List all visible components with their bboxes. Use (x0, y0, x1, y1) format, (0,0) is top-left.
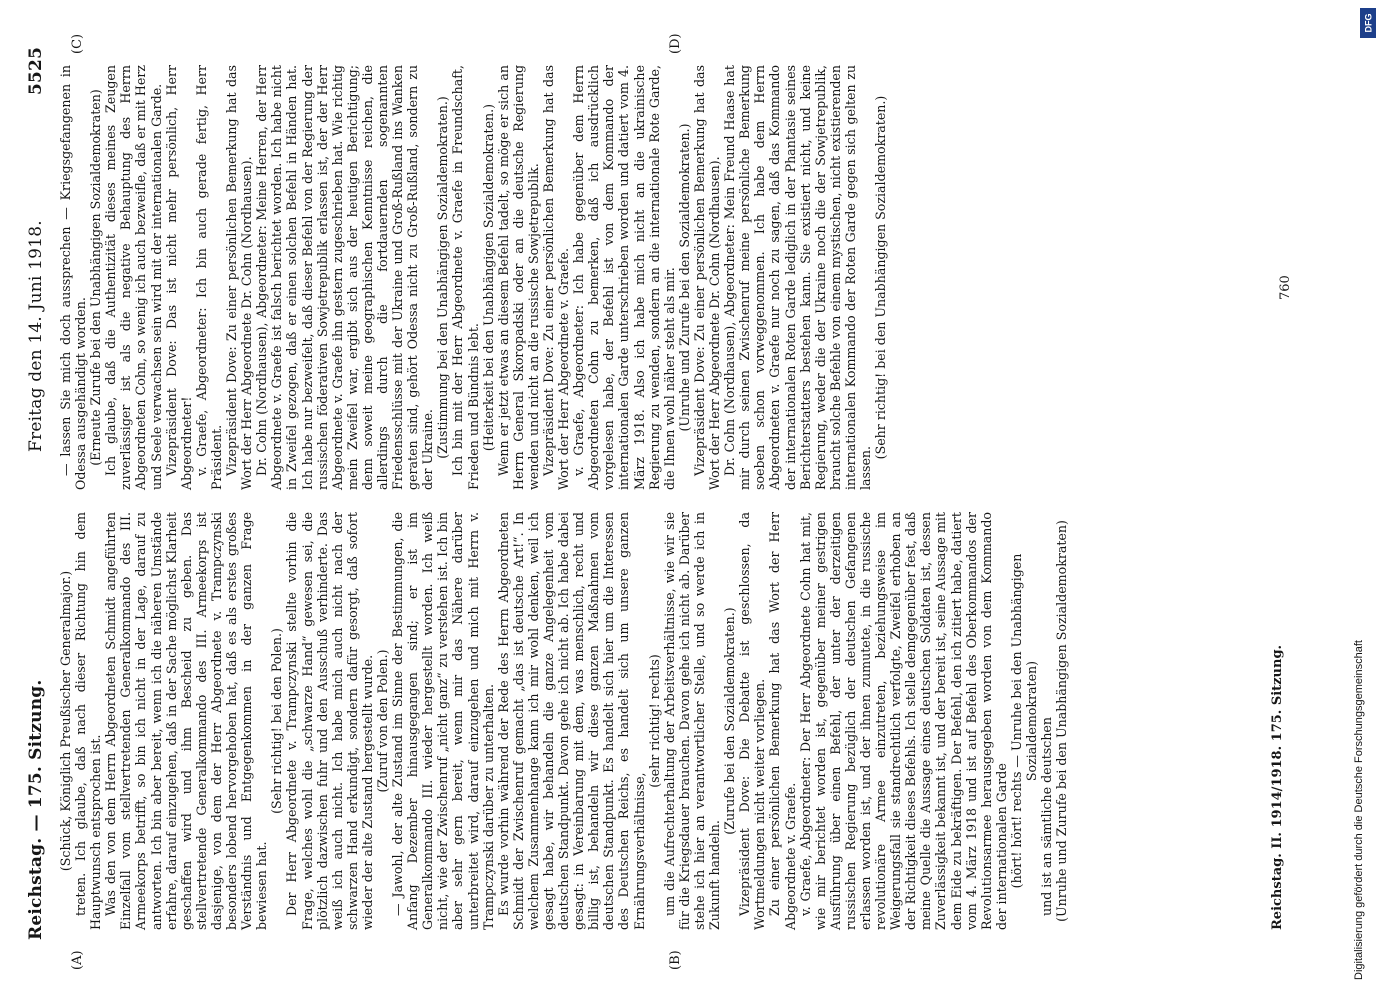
header-left: Reichstag. — 175. Sitzung. (26, 679, 46, 940)
paragraph: Vizepräsident Dove: Zu einer persönlichen Bemerkung hat das Wort der Herr Abgeordnete Dr. Cohn (Nordhausen). (224, 65, 255, 490)
footer-left: Reichstag. II. 1914/1918. 175. Sitzung. (1270, 644, 1285, 930)
interjection: (Zuruf von den Polen.) (374, 649, 390, 793)
paragraph: v. Graefe, Abgeordneter: Ich habe gegenüber dem Herrn Abgeordneten Cohn zu bemerken, daß ich ausdrücklich vorgelesen habe, der Befehl ist von dem Kommando der internationalen Garde unterschrieben worden und datiert vom 4. März 1918. Also ich habe mich nicht an die ukrainische Regierung zu wenden, sondern an die internationale Rote Garde, die Ihnen wohl näher steht als mir. (571, 65, 677, 490)
paragraph: (Schück, Königlich Preußischer Generalmajor.) (58, 570, 73, 872)
interjection: (Unruhe und Zurufe bei den Unabhängigen Sozialdemokraten) (1054, 520, 1070, 922)
footer-page-number: 760 (1278, 275, 1293, 300)
paragraph: Dr. Cohn (Nordhausen), Abgeordneter: Mein Freund Haase hat mir durch seinen Zwischenruf meine persönliche Bemerkung soeben schon vorweggenommen. Ich habe dem Herrn Abgeordneten v. Graefe nur noch zu sagen, daß das Kommando der internationalen Roten Garde lediglich in der Phantasie seines Berichterstatters bestehen kann. Sie existiert nicht, und keine Regierung, weder die der Ukraine noch die der Sowjetrepublik, braucht solche Befehle von einem mystischen, nicht existierenden internationalen Kommando der Roten Garde gegen sich gelten zu lassen. (722, 65, 873, 490)
header-date: Freitag den 14. Juni 1918. (26, 220, 46, 452)
interjection: (sehr richtig! rechts) (646, 654, 662, 788)
paragraph: Vizepräsident Dove: Zu einer persönlichen Bemerkung hat das Wort der Herr Abgeordnete v. Graefe. (541, 65, 572, 490)
paragraph: Vizepräsident Dove: Die Debatte ist geschlossen, da Wortmeldungen nicht weiter vorliegen. (737, 512, 768, 930)
dfg-logo-text: DFG (1363, 13, 1373, 33)
page-number: 5525 (26, 46, 46, 95)
paragraph: Der Herr Abgeordnete v. Trampczynski stellte vorhin die Frage, welches wohl die „schwarze Hand“ gewesen sei, die plötzlich dazwischen fuhr und den Ausschuß verhinderte. Das weiß ich auch nicht. Ich habe mich auch nicht nach der schwarzen Hand erkundigt, sondern dafür gesorgt, daß sofort wieder der alte Zustand hergestellt wurde. (284, 512, 375, 930)
paragraph: Zu einer persönlichen Bemerkung hat das Wort der Herr Abgeordnete v. Graefe. (767, 512, 798, 930)
interjection: (Sehr richtig! bei den Unabhängigen Sozialdemokraten.) (873, 95, 889, 460)
dfg-logo (1360, 8, 1376, 38)
margin-mark-d: (D) (668, 33, 683, 54)
paragraph: — Jawohl, der alte Zustand im Sinne der Bestimmungen, die Anfang Dezember hinausgegangen sind; er ist im Generalkommando III. wieder hergestellt worden. Ich weiß nicht, wie der Zwischenruf „nicht ganz“ zu verstehen ist. Ich bin aber sehr gern bereit, wenn mir das Nähere darüber unterbreitet wird, darauf einzugehen und mich mit Herrn v. Trampczynski darüber zu unterhalten. (390, 512, 496, 930)
digitization-credit: Digitalisierung gefördert durch die Deutsche Forschungsgemeinschaft (1353, 640, 1365, 980)
paragraph: Ich glaube, daß die Authentizität dieses meines Zeugen zuverlässiger ist als die negative Behauptung des Herrn Abgeordneten Cohn, so wenig ich auch bezweifle, daß er mit Herz und Seele verwachsen sein wird mit der internationalen Garde. (103, 65, 164, 490)
paragraph: Ich bin mit der Herr Abgeordnete v. Graefe in Freundschaft, Frieden und Bündnis lebt. (450, 65, 481, 490)
paragraph: Vizepräsident Dove: Das ist nicht mehr persönlich, Herr Abgeordneter! (163, 65, 194, 490)
margin-mark-c: (C) (70, 33, 85, 54)
left-column (58, 512, 1069, 930)
interjection: (Unruhe und Zurufe bei den Sozialdemokraten.) (676, 123, 692, 432)
paragraph: Dr. Cohn (Nordhausen), Abgeordneter: Meine Herren, der Herr Abgeordnete v. Graefe ist falsch berichtet worden. Ich habe nicht in Zweifel gezogen, daß er einen solchen Befehl in Händen hat. Ich habe nur bezweifelt, daß dieser Befehl von der Regierung der russischen föderativen Sowjetrepublik erlassen ist, der der Herr Abgeordnete v. Graefe ihn gestern zugeschrieben hat. Wie richtig mein Zweifel war, ergibt sich aus der heutigen Berichtigung; denn soweit meine geographischen Kenntnisse reichen, die allerdings durch die fortdauernden sogenannten Friedensschlüsse mit der Ukraine und Groß-Rußland ins Wanken geraten sind, gehört Odessa nicht zu Groß-Rußland, sondern zu der Ukraine. (254, 65, 436, 490)
paragraph: Was den von dem Herrn Abgeordneten Schmidt angeführten Einzelfall vom stellvertretenden Generalkommando des III. Armeekorps betrifft, so bin ich nicht in der Lage, darauf zu antworten. Ich bin aber bereit, wenn ich die näheren Umstände erfahre, darauf einzugehen, daß in der Sache möglichst Klarheit geschaffen wird und ihm Bescheid zu geben. Das stellvertretende Generalkommando des III. Armeekorps ist dasjenige, von dem der Herr Abgeordnete v. Trampczynski besonders lobend hervorgehoben hat, daß es als erstes großes Verständnis und Entgegenkommen in der ganzen Frage bewiesen hat. (103, 512, 270, 930)
interjection: (Zustimmung bei den Unabhängigen Sozialdemokraten.) (435, 96, 451, 459)
paragraph: um die Aufrechterhaltung der Arbeitsverhältnisse, wie wir sie für die Kriegsdauer brauchen. Davon gehe ich nicht ab. Darüber stehe ich hier an verantwortlicher Stelle, und so werde ich in Zukunft handeln. (661, 512, 723, 930)
right-column (58, 65, 888, 490)
interjection: (hört! hört! rechts — Unruhe bei den Unabhängigen Sozialdemokraten) (1008, 553, 1039, 889)
paragraph: v. Graefe, Abgeordneter: Der Herr Abgeordnete Cohn hat mit, wie mir berichtet worden ist, gegenüber meiner gestrigen Ausführung über einen Befehl, der unter der derzeitigen russischen Regierung bezüglich der deutschen Gefangenen erlassen worden ist, und der ihnen zumutete, in die russische revolutionäre Armee einzutreten, beziehungsweise im Weigerungsfall sie standrechtlich verfolgte, Zweifel erhoben an der Richtigkeit dieses Befehls. Ich stelle demgegenüber fest, daß meine Quelle die Aussage eines deutschen Soldaten ist, dessen Zuverlässigkeit bekannt ist, und der bereit ist, seine Aussage mit dem Eide zu bekräftigen. Der Befehl, den ich zitiert habe, datiert vom 4. März 1918 und ist auf Befehl des Oberkommandos der Revolutionsarmee herausgegeben worden von dem Kommando der internationalen Garde (797, 512, 1009, 930)
interjection: (Sehr richtig! bei den Polen.) (269, 628, 285, 814)
paragraph: Es wurde vorhin während der Rede des Herrn Abgeordneten Schmidt der Zwischenruf gemacht „das ist deutsche Art!“. In welchem Zusammenhange kann ich mir wohl denken, weil ich gesagt habe, wir behandeln die ganze Angelegenheit vom deutschen Standpunkt. Davon gehe ich nicht ab. Ich habe dabei gesagt: in Vereinbarung mit dem, was menschlich, recht und billig ist, behandeln wir diese ganzen Maßnahmen vom deutschen Standpunkt. Es handelt sich hier um die Interessen des Deutschen Reichs, es handelt sich um unsere ganzen Ernährungsverhältnisse, (495, 512, 647, 930)
margin-mark-a: (A) (70, 950, 85, 970)
interjection: (Zurufe bei den Sozialdemokraten.) (722, 607, 738, 835)
paragraph: Vizepräsident Dove: Zu einer persönlichen Bemerkung hat das Wort der Herr Abgeordnete Dr. Cohn (Nordhausen). (691, 65, 723, 490)
interjection: (Erneute Zurufe bei den Unabhängigen Sozialdemokraten) (88, 89, 104, 466)
margin-mark-b: (B) (668, 950, 683, 970)
interjection: (Heiterkeit bei den Unabhängigen Sozialdemokraten.) (480, 103, 496, 452)
paragraph: und ist an sämtliche deutschen (1039, 717, 1055, 916)
paragraph: treten. Ich glaube, daß nach dieser Richtung hin dem Hauptwunsch entsprochen ist. (73, 512, 104, 930)
paragraph: Wenn er jetzt etwas an diesem Befehl tadelt, so möge er sich an Herrn General Skoropadski oder an die deutsche Regierung wenden und nicht an die russische Sowjetrepublik. (495, 65, 541, 490)
paragraph: v. Graefe, Abgeordneter: Ich bin auch gerade fertig, Herr Präsident. (193, 65, 224, 490)
paragraph: — lassen Sie mich doch aussprechen — Kriegsgefangenen in Odessa ausgehändigt worden. (58, 65, 89, 490)
